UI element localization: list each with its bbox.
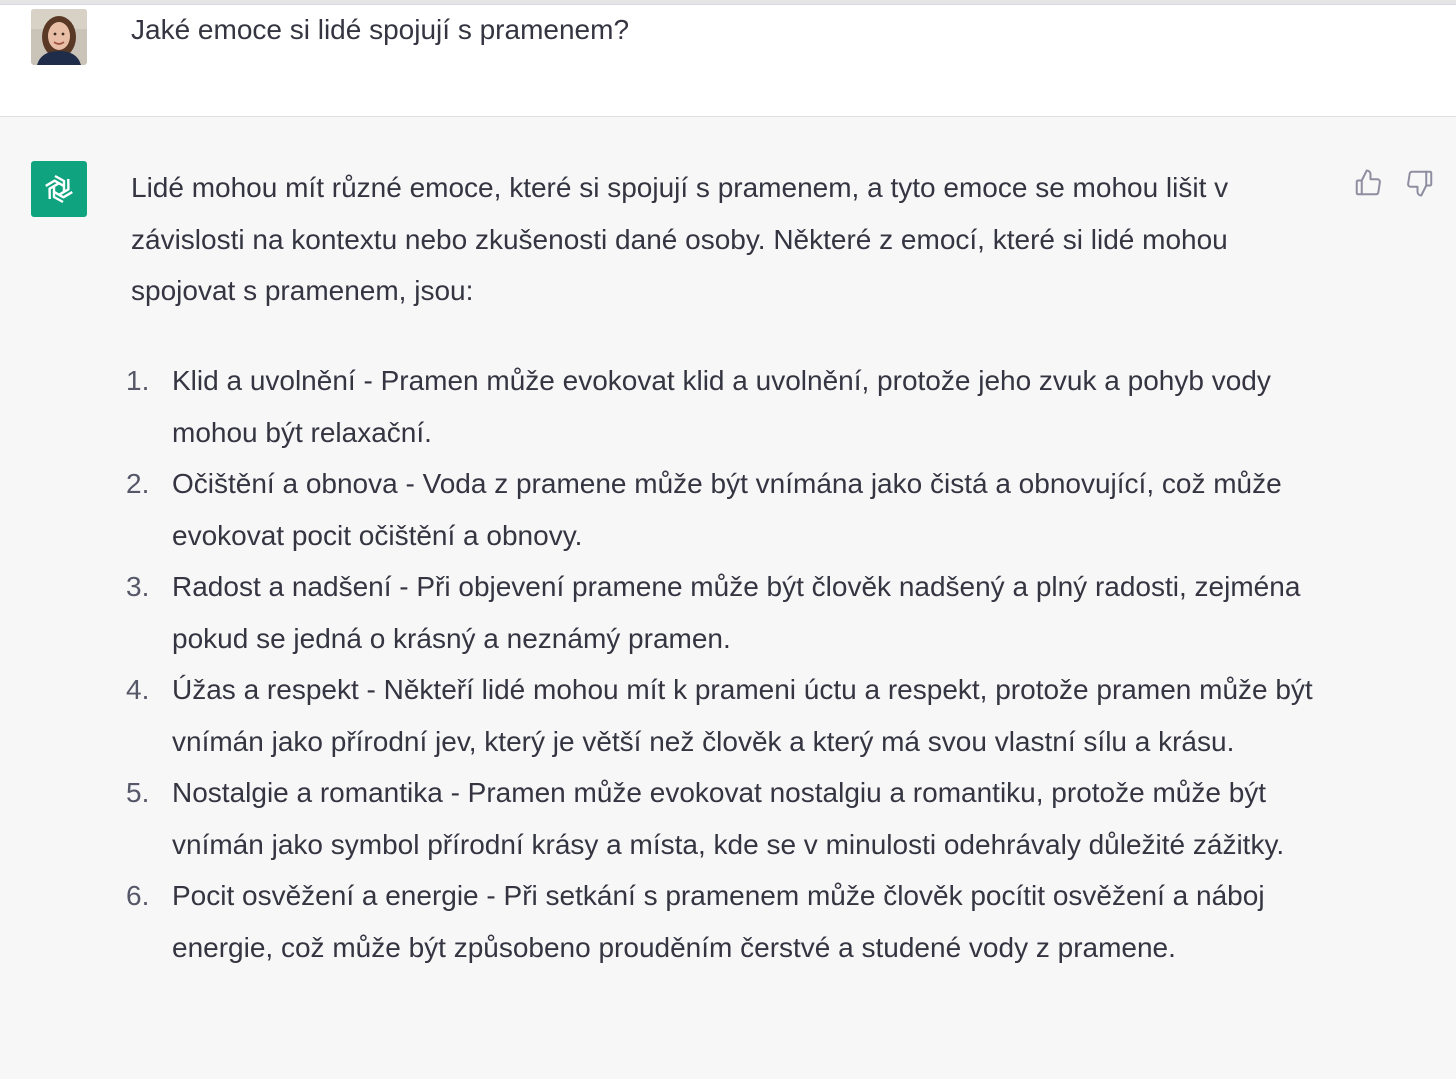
list-item-text: Radost a nadšení - Při objevení pramene může být člověk nadšený a plný radosti, zejména pokud se jedná o krásný a neznámý pramen. xyxy=(172,571,1301,654)
user-message-text: Jaké emoce si lidé spojují s pramenem? xyxy=(131,14,630,45)
list-item-text: Úžas a respekt - Někteří lidé mohou mít k prameni úctu a respekt, protože pramen může být vnímán jako přírodní jev, který je větší než člověk a který má svou vlastní sílu a krásu. xyxy=(172,674,1313,757)
list-item xyxy=(126,561,1346,664)
list-item-text: Nostalgie a romantika - Pramen může evokovat nostalgiu a romantiku, protože může být vnímán jako symbol přírodní krásy a místa, kde se v minulosti odehrávaly důležité zážitky. xyxy=(172,777,1285,860)
list-item-number: 5. xyxy=(126,777,150,808)
list-item xyxy=(126,355,1346,458)
list-item-text: Klid a uvolnění - Pramen může evokovat klid a uvolnění, protože jeho zvuk a pohyb vody mohou být relaxační. xyxy=(172,365,1271,448)
list-item-number: 1. xyxy=(126,365,150,396)
list-item xyxy=(126,458,1346,561)
user-message-row xyxy=(0,5,1456,117)
list-item-number: 3. xyxy=(126,571,150,602)
list-item-number: 4. xyxy=(126,674,150,705)
list-item-number: 6. xyxy=(126,880,150,911)
list-item xyxy=(126,664,1346,767)
thumbs-up-icon[interactable] xyxy=(1352,167,1384,199)
list-item-text: Pocit osvěžení a energie - Při setkání s pramenem může člověk pocítit osvěžení a náboj energie, což může být způsobeno prouděním čerstvé a studené vody z pramene. xyxy=(172,880,1265,963)
openai-logo-icon xyxy=(31,161,87,217)
emotion-list xyxy=(126,355,1346,973)
user-avatar xyxy=(31,9,87,65)
assistant-message-row xyxy=(0,117,1456,1079)
list-item xyxy=(126,767,1346,870)
list-item-number: 2. xyxy=(126,468,150,499)
list-item-text: Očištění a obnova - Voda z pramene může být vnímána jako čistá a obnovující, což může evokovat pocit očištění a obnovy. xyxy=(172,468,1282,551)
list-item xyxy=(126,870,1346,973)
thumbs-down-icon[interactable] xyxy=(1404,167,1436,199)
assistant-intro-text: Lidé mohou mít různé emoce, které si spojují s pramenem, a tyto emoce se mohou lišit v závislosti na kontextu nebo zkušenosti dané osoby. Některé z emocí, které si lidé mohou spojovat s pramenem, jsou: xyxy=(131,172,1229,306)
